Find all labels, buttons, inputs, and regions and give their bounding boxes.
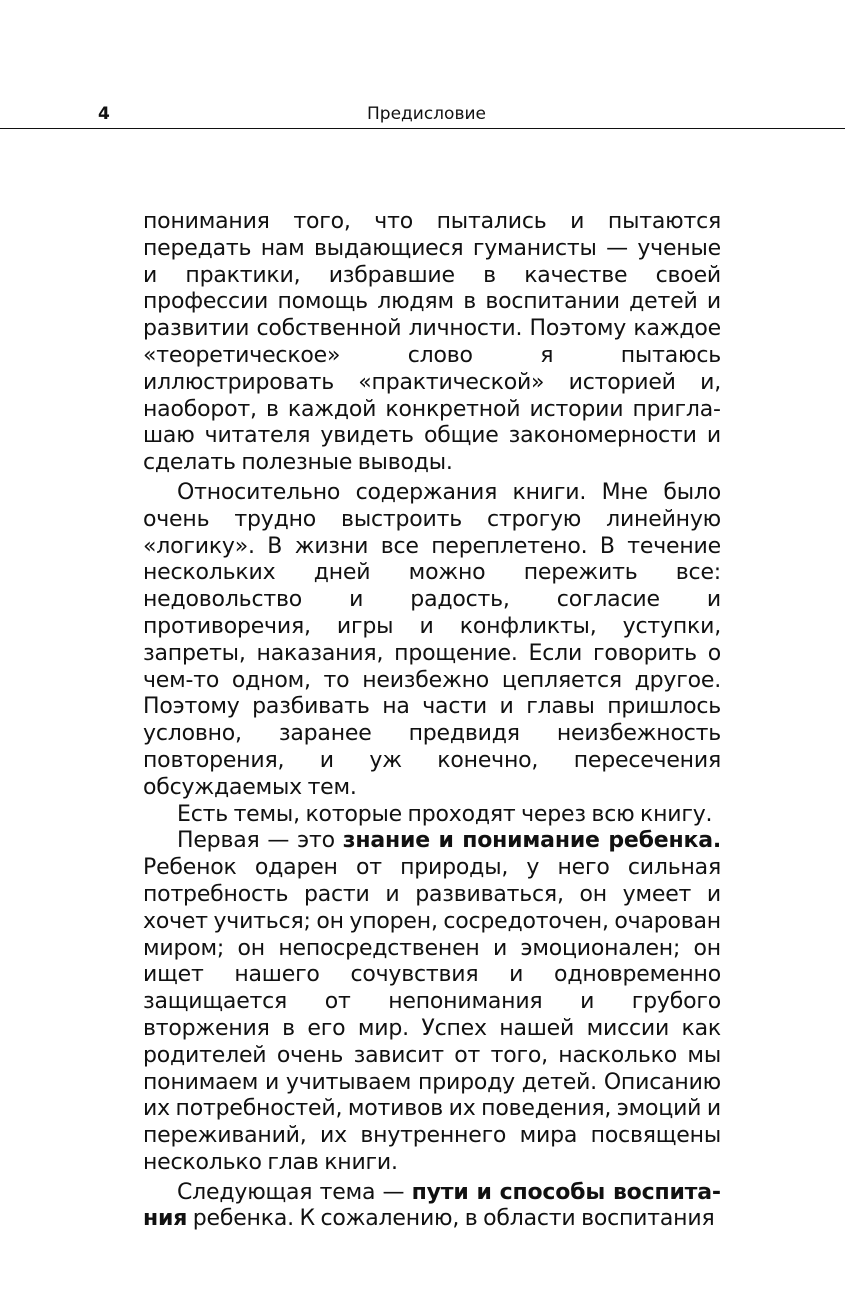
paragraph-4 (143, 828, 721, 1176)
paragraph-3: Есть темы, которые проходят через всю книгу. (177, 801, 713, 827)
paragraph-4-rest: Ребенок одарен от природы, у него сильная потребность расти и развиваться, он умеет и хочет учиться; он упорен, сосредоточен, очарован миром; он непосредственен и эмоционален; он ищет нашего сочувствия и одновременно защищается от непонимания и грубого вторжения в его мир. Успех нашей миссии как родителей очень зависит от того, насколько мы понимаем и учитываем природу детей. Описанию их потребностей, мотивов их поведения, эмоций и переживаний, их внутреннего мира посвящены несколько глав книги. (143, 855, 721, 1175)
body-text (143, 209, 721, 1233)
paragraph-4-lead: Первая — это (177, 828, 343, 854)
paragraph-5-emphasis: пути и способы воспитания (143, 1179, 721, 1232)
paragraph-5-rest: ребенка. К сожалению, в области воспитания (187, 1206, 715, 1232)
page-header (0, 98, 845, 130)
paragraph-5-lead: Следующая тема — (177, 1179, 412, 1205)
header-rule (0, 128, 845, 129)
page-number: 4 (98, 104, 110, 124)
paragraph-1: понимания того, что пытались и пытаются передать нам выдающиеся гуманисты — ученые и практики, избравшие в качестве своей профессии помощь людям в воспитании детей и развитии собственной личности. Поэтому каждое «теоретическое» слово я пытаюсь иллюстрировать «практической» историей и, наоборот, в каждой конкретной истории приглашаю читателя увидеть общие закономерности и сделать полезные выводы. (143, 209, 721, 476)
paragraph-2: Относительно содержания книги. Мне было очень трудно выстроить строгую линейную «логику». В жизни все переплетено. В течение нескольких дней можно пережить все: недовольство и радость, согласие и противоречия, игры и конфликты, уступки, запреты, наказания, прощение. Если говорить о чем-то одном, то неизбежно цепляется другое. Поэтому разбивать на части и главы пришлось условно, заранее предвидя неизбежность повторения, и уж конечно, пересечения обсуждаемых тем. (143, 479, 721, 800)
running-title: Предисловие (367, 104, 486, 124)
paragraph-5 (143, 1180, 721, 1234)
paragraph-4-emphasis: знание и понимание ребенка. (342, 828, 722, 854)
